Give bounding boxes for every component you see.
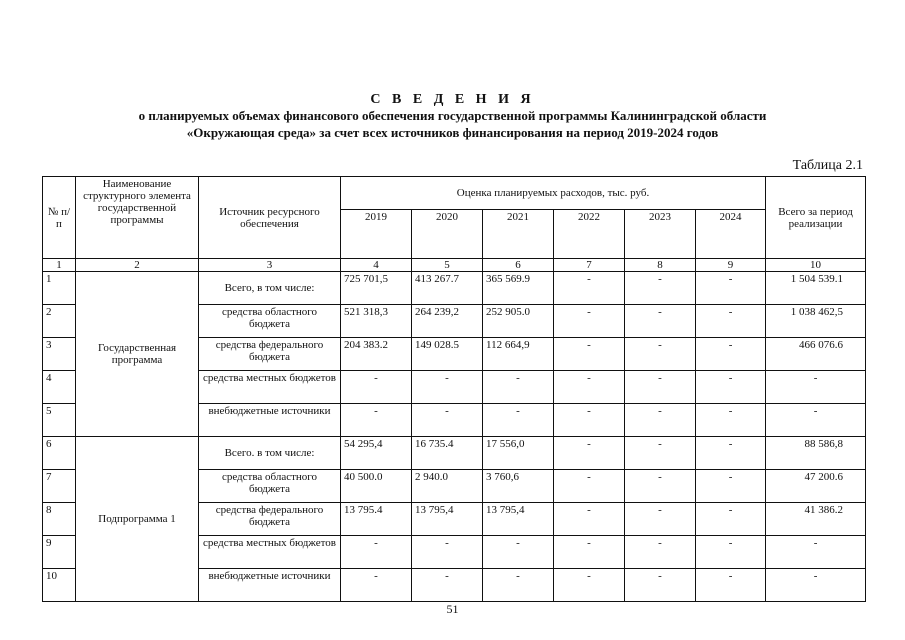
column-number: 7 bbox=[554, 259, 625, 272]
value-total: 466 076.6 bbox=[766, 338, 866, 371]
header-year: 2024 bbox=[696, 210, 766, 259]
value-2020: 413 267.7 bbox=[412, 272, 483, 305]
value-2021: - bbox=[483, 536, 554, 569]
value-2020: - bbox=[412, 536, 483, 569]
value-total: - bbox=[766, 404, 866, 437]
value-2021: 112 664,9 bbox=[483, 338, 554, 371]
value-2021: 17 556,0 bbox=[483, 437, 554, 470]
value-2023: - bbox=[625, 536, 696, 569]
row-number: 4 bbox=[43, 371, 76, 404]
financing-table bbox=[42, 176, 866, 602]
value-2022: - bbox=[554, 404, 625, 437]
value-2019: - bbox=[341, 404, 412, 437]
value-2020: 16 735.4 bbox=[412, 437, 483, 470]
column-number: 1 bbox=[43, 259, 76, 272]
value-2021: - bbox=[483, 371, 554, 404]
column-number-row bbox=[43, 259, 866, 272]
value-2022: - bbox=[554, 437, 625, 470]
table-row bbox=[43, 272, 866, 305]
table-label: Таблица 2.1 bbox=[792, 158, 863, 173]
funding-source: средства областного бюджета bbox=[199, 305, 341, 338]
value-2023: - bbox=[625, 437, 696, 470]
column-number: 5 bbox=[412, 259, 483, 272]
column-number: 3 bbox=[199, 259, 341, 272]
header-year: 2022 bbox=[554, 210, 625, 259]
value-2021: 365 569.9 bbox=[483, 272, 554, 305]
header-estimate: Оценка планируемых расходов, тыс. руб. bbox=[341, 177, 766, 210]
value-2019: 13 795.4 bbox=[341, 503, 412, 536]
value-2021: 3 760,6 bbox=[483, 470, 554, 503]
header-year: 2020 bbox=[412, 210, 483, 259]
value-2024: - bbox=[696, 437, 766, 470]
value-2019: - bbox=[341, 569, 412, 602]
column-number: 6 bbox=[483, 259, 554, 272]
value-2024: - bbox=[696, 338, 766, 371]
value-2024: - bbox=[696, 305, 766, 338]
funding-source: Всего, в том числе: bbox=[199, 272, 341, 305]
row-number: 7 bbox=[43, 470, 76, 503]
value-2019: 54 295,4 bbox=[341, 437, 412, 470]
funding-source: Всего. в том числе: bbox=[199, 437, 341, 470]
document-subtitle-line1: о планируемых объемах финансового обеспечения государственной программы Калининградской области bbox=[138, 108, 767, 123]
row-number: 8 bbox=[43, 503, 76, 536]
value-2023: - bbox=[625, 404, 696, 437]
value-2023: - bbox=[625, 305, 696, 338]
value-2023: - bbox=[625, 569, 696, 602]
value-2022: - bbox=[554, 503, 625, 536]
column-number: 9 bbox=[696, 259, 766, 272]
value-2019: 204 383.2 bbox=[341, 338, 412, 371]
header-total: Всего за период реализации bbox=[766, 177, 866, 259]
value-2024: - bbox=[696, 503, 766, 536]
column-number: 2 bbox=[76, 259, 199, 272]
value-total: 47 200.6 bbox=[766, 470, 866, 503]
structural-element-name: Подпрограмма 1 bbox=[76, 437, 199, 602]
page-number: 51 bbox=[446, 602, 459, 616]
document-title: С В Е Д Е Н И Я bbox=[370, 92, 535, 107]
value-2023: - bbox=[625, 503, 696, 536]
header-year: 2019 bbox=[341, 210, 412, 259]
value-2024: - bbox=[696, 371, 766, 404]
value-2021: 13 795,4 bbox=[483, 503, 554, 536]
value-2022: - bbox=[554, 470, 625, 503]
funding-source: средства федерального бюджета bbox=[199, 503, 341, 536]
row-number: 9 bbox=[43, 536, 76, 569]
value-total: 1 504 539.1 bbox=[766, 272, 866, 305]
value-2023: - bbox=[625, 272, 696, 305]
row-number: 2 bbox=[43, 305, 76, 338]
value-2020: - bbox=[412, 569, 483, 602]
value-2020: 149 028.5 bbox=[412, 338, 483, 371]
value-2022: - bbox=[554, 371, 625, 404]
value-2019: 40 500.0 bbox=[341, 470, 412, 503]
value-2020: 2 940.0 bbox=[412, 470, 483, 503]
row-number: 5 bbox=[43, 404, 76, 437]
value-2022: - bbox=[554, 305, 625, 338]
row-number: 3 bbox=[43, 338, 76, 371]
funding-source: средства местных бюджетов bbox=[199, 371, 341, 404]
value-2023: - bbox=[625, 470, 696, 503]
row-number: 6 bbox=[43, 437, 76, 470]
header-num: № п/п bbox=[43, 177, 76, 259]
value-2022: - bbox=[554, 272, 625, 305]
document-subtitle-line2: «Окружающая среда» за счет всех источников финансирования на период 2019-2024 годов bbox=[186, 125, 719, 140]
value-total: 88 586,8 bbox=[766, 437, 866, 470]
row-number: 1 bbox=[43, 272, 76, 305]
column-number: 10 bbox=[766, 259, 866, 272]
value-2024: - bbox=[696, 536, 766, 569]
value-2020: 13 795,4 bbox=[412, 503, 483, 536]
structural-element-name: Государственная программа bbox=[76, 272, 199, 437]
value-total: - bbox=[766, 569, 866, 602]
value-2022: - bbox=[554, 536, 625, 569]
value-total: - bbox=[766, 536, 866, 569]
funding-source: внебюджетные источники bbox=[199, 569, 341, 602]
table-row bbox=[43, 437, 866, 470]
value-2024: - bbox=[696, 470, 766, 503]
value-2022: - bbox=[554, 338, 625, 371]
funding-source: внебюджетные источники bbox=[199, 404, 341, 437]
value-2022: - bbox=[554, 569, 625, 602]
value-2021: - bbox=[483, 404, 554, 437]
funding-source: средства местных бюджетов bbox=[199, 536, 341, 569]
column-number: 4 bbox=[341, 259, 412, 272]
value-2020: - bbox=[412, 404, 483, 437]
column-number: 8 bbox=[625, 259, 696, 272]
value-total: 41 386.2 bbox=[766, 503, 866, 536]
value-2020: - bbox=[412, 371, 483, 404]
row-number: 10 bbox=[43, 569, 76, 602]
value-2024: - bbox=[696, 569, 766, 602]
value-total: - bbox=[766, 371, 866, 404]
funding-source: средства областного бюджета bbox=[199, 470, 341, 503]
funding-source: средства федерального бюджета bbox=[199, 338, 341, 371]
value-2021: - bbox=[483, 569, 554, 602]
value-2020: 264 239,2 bbox=[412, 305, 483, 338]
header-year: 2021 bbox=[483, 210, 554, 259]
value-2019: 521 318,3 bbox=[341, 305, 412, 338]
header-source: Источник ресурсного обеспечения bbox=[199, 177, 341, 259]
value-2023: - bbox=[625, 338, 696, 371]
value-2021: 252 905.0 bbox=[483, 305, 554, 338]
header-year: 2023 bbox=[625, 210, 696, 259]
value-total: 1 038 462,5 bbox=[766, 305, 866, 338]
value-2019: 725 701,5 bbox=[341, 272, 412, 305]
value-2024: - bbox=[696, 404, 766, 437]
header-element: Наименование структурного элемента государственной программы bbox=[76, 177, 199, 259]
value-2019: - bbox=[341, 371, 412, 404]
value-2024: - bbox=[696, 272, 766, 305]
value-2019: - bbox=[341, 536, 412, 569]
value-2023: - bbox=[625, 371, 696, 404]
